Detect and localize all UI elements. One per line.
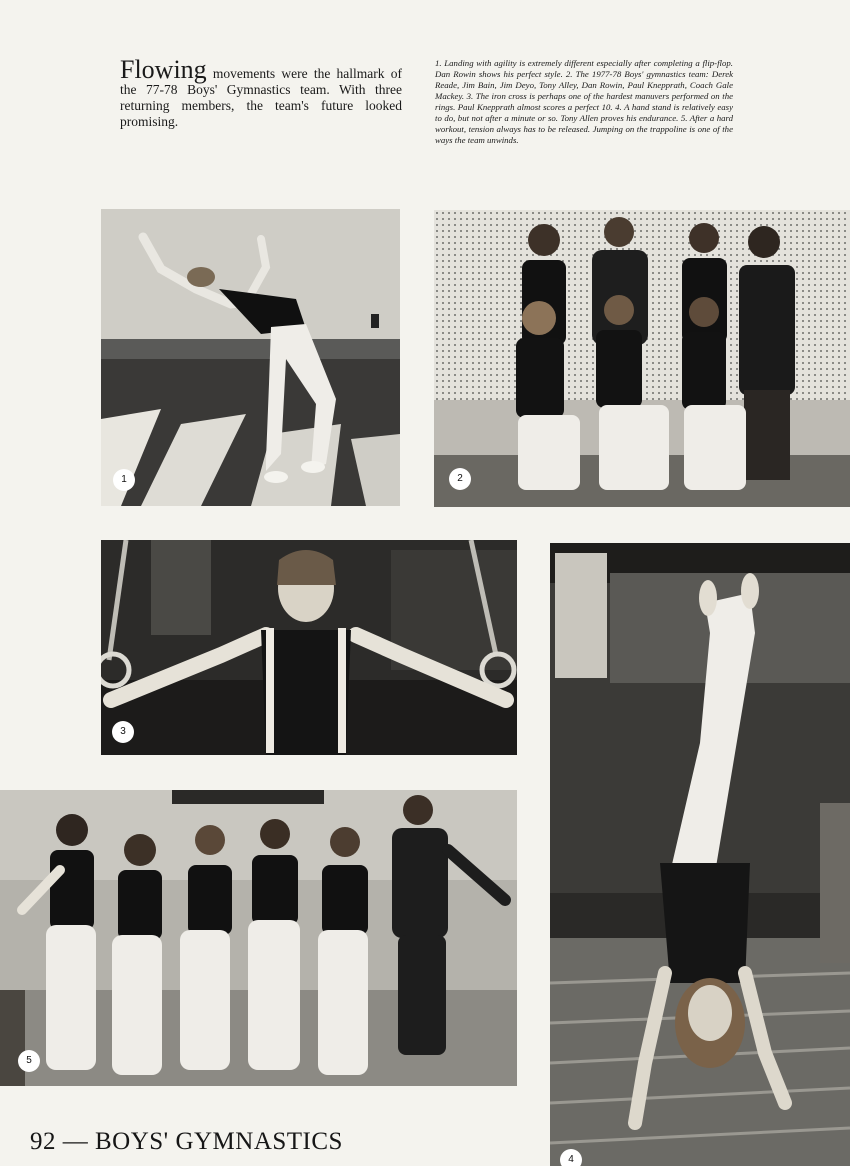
intro-paragraph [120, 55, 402, 130]
intro-text: movements were the hallmark of the 77-78 Boys' Gymnastics team. With three returning members, the team's future looked promising. [120, 66, 402, 129]
photo-captions: 1. Landing with agility is extremely different especially after completing a flip-flop. Dan Rowin shows his perfect style. 2. The 1977-78 Boys' gymnastics team: Derek Reade, Jim Bain, Jim Deyo, Tony Alley, Dan Rowin, Paul Knepprath, Coach Gale Mackey. 3. The iron cross is perhaps one of the hardest manuvers performed on the rings. Paul Knepprath almost scores a perfect 10. 4. A hand stand is relatively easy to do, but not after a minute or so. Tony Allen proves his endurance. 5. After a hard workout, tension always has to be released. Jumping on the trappoline is one of the ways the team unwinds. [435, 58, 733, 145]
photo-1-landing [101, 209, 400, 506]
photo-5-jumping [0, 790, 517, 1086]
photo-number-badge: 1 [113, 469, 135, 491]
intro-lead-word: Flowing [120, 55, 207, 84]
photo-number-badge: 2 [449, 468, 471, 490]
photo-2-team [434, 210, 850, 507]
page-footer-title: 92 — BOYS' GYMNASTICS [30, 1128, 343, 1155]
photo-4-handstand [550, 543, 850, 1166]
photo-number-badge: 5 [18, 1050, 40, 1072]
photo-3-rings [101, 540, 517, 755]
photo-number-badge: 3 [112, 721, 134, 743]
photo-number-badge: 4 [560, 1149, 582, 1166]
